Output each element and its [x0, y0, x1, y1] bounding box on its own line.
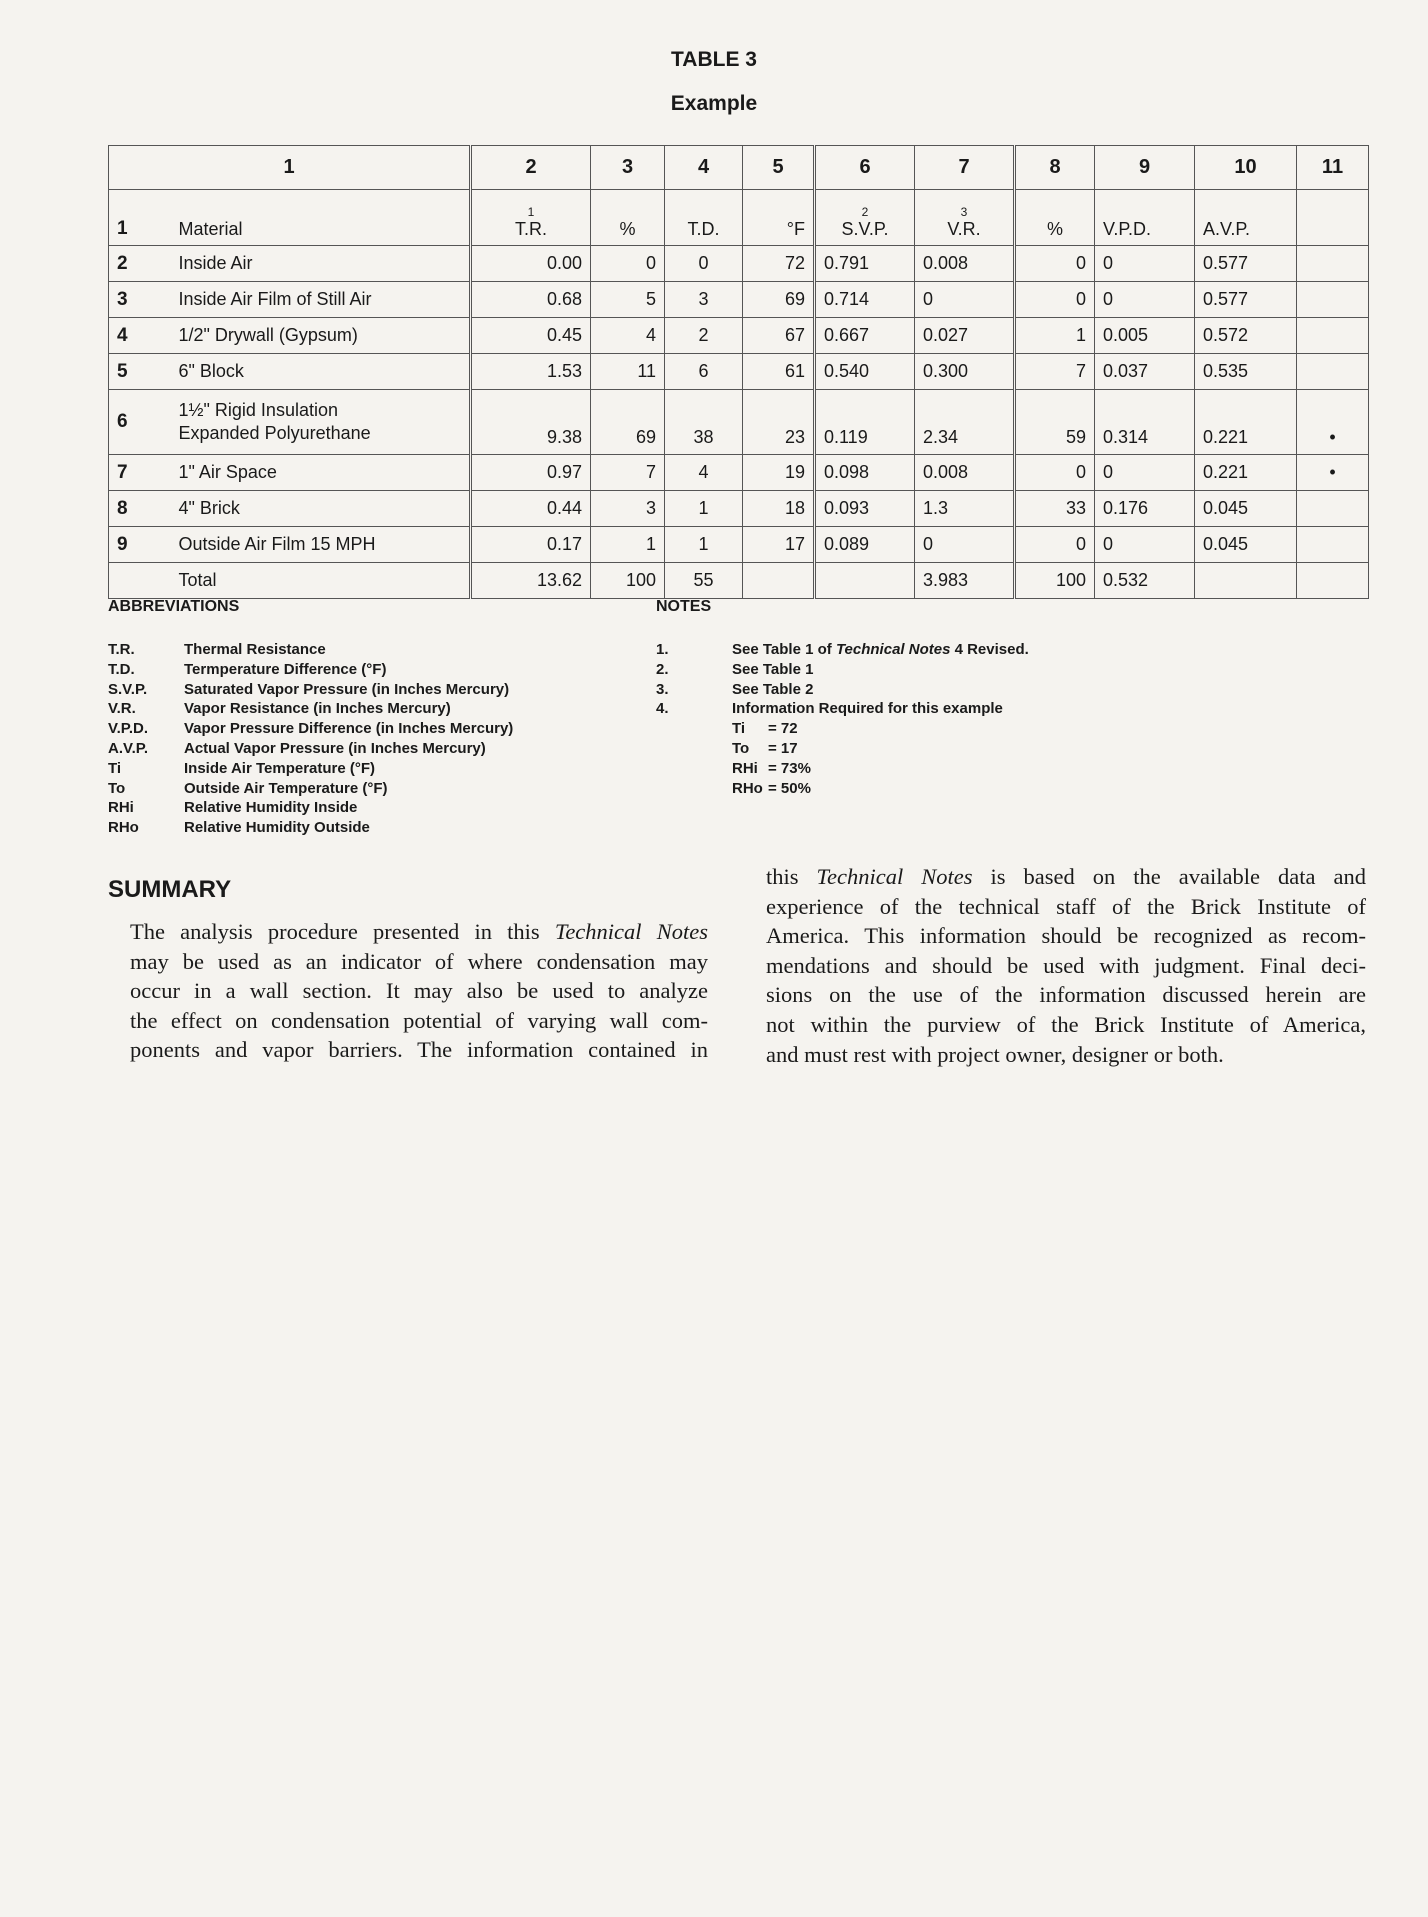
- abbreviation-item: T.R. Thermal Resistance: [108, 641, 326, 658]
- abbreviation-item: RHi Relative Humidity Inside: [108, 799, 358, 817]
- text-line: experience of the technical staff of the Brick Institute of: [766, 893, 1366, 919]
- total-row: [109, 563, 1369, 599]
- cell-vr: 3.983: [915, 563, 1015, 599]
- cell-vr: 0.008: [915, 455, 1015, 491]
- cell-material: 1" Air Space: [171, 455, 471, 491]
- cell-material: 4" Brick: [171, 491, 471, 527]
- cell-n: 3: [109, 282, 171, 318]
- cell-pct1: 3: [591, 491, 665, 527]
- text-line: mendations and should be used with judgment. Final deci-: [766, 952, 1366, 978]
- cell-vpd: 0.037: [1095, 354, 1195, 390]
- cell-c11: [1297, 563, 1369, 599]
- table-row: [109, 282, 1369, 318]
- cell-vpd: 0: [1095, 282, 1195, 318]
- subheader-row: [109, 190, 1369, 246]
- cell-pct1: 11: [591, 354, 665, 390]
- summary-heading: SUMMARY: [108, 876, 232, 903]
- cell-pct2: 0: [1015, 282, 1095, 318]
- cell-tr: 13.62: [471, 563, 591, 599]
- cell-pct2: 1: [1015, 318, 1095, 354]
- cell-td: 1: [665, 527, 743, 563]
- text-line: sions on the use of the information discussed herein are: [766, 982, 1366, 1008]
- cell-c11: [1297, 318, 1369, 354]
- cell-vpd: 0: [1095, 455, 1195, 491]
- summary-right-column: [766, 862, 1366, 1069]
- cell-td: 4: [665, 455, 743, 491]
- cell-material: Inside Air Film of Still Air: [171, 282, 471, 318]
- cell-td: 55: [665, 563, 743, 599]
- cell-avp: 0.535: [1195, 354, 1297, 390]
- note-values: [732, 719, 1029, 798]
- cell-svp: 0.667: [815, 318, 915, 354]
- cell-svp: [815, 563, 915, 599]
- text-line: America. This information should be recognized as recom-: [766, 923, 1366, 949]
- text-line: ponents and vapor barriers. The information contained in: [130, 1037, 708, 1063]
- cell-material: 6" Block: [171, 354, 471, 390]
- cell-td: 6: [665, 354, 743, 390]
- cell-avp: 0.577: [1195, 246, 1297, 282]
- cell-vr: 2.34: [915, 390, 1015, 455]
- cell-vr: 0: [915, 282, 1015, 318]
- note-item: 1. See Table 1 of Technical Notes 4 Revised.: [656, 641, 1029, 658]
- note-value-item: RHo = 50%: [732, 779, 811, 797]
- notes-heading: NOTES: [656, 598, 712, 615]
- column-number-5: 5: [743, 146, 815, 190]
- cell-pct2: 0: [1015, 455, 1095, 491]
- cell-degf: 23: [743, 390, 815, 455]
- cell-vr: 0.008: [915, 246, 1015, 282]
- cell-avp: 0.572: [1195, 318, 1297, 354]
- cell-pct1: 4: [591, 318, 665, 354]
- summary-left-column: [108, 917, 708, 1065]
- text-line: not within the purview of the Brick Institute of America,: [766, 1011, 1366, 1037]
- cell-avp: 0.045: [1195, 527, 1297, 563]
- cell-material: 1/2" Drywall (Gypsum): [171, 318, 471, 354]
- column-number-11: 11: [1297, 146, 1369, 190]
- cell-vr: 0.027: [915, 318, 1015, 354]
- cell-pct2: 0: [1015, 246, 1095, 282]
- abbreviation-item: T.D. Termperature Difference (°F): [108, 660, 387, 678]
- cell-pct1: 100: [591, 563, 665, 599]
- cell-svp: 0.093: [815, 491, 915, 527]
- cell-degf: [743, 563, 815, 599]
- cell-pct1: 7: [591, 455, 665, 491]
- column-number-4: 4: [665, 146, 743, 190]
- cell-pct2: 7: [1015, 354, 1095, 390]
- cell-tr: 1.53: [471, 354, 591, 390]
- text-line: and must rest with project owner, designer or both.: [766, 1041, 1224, 1067]
- abbreviation-item: S.V.P. Saturated Vapor Pressure (in Inches Mercury): [108, 680, 510, 698]
- table-row: [109, 354, 1369, 390]
- cell-td: 3: [665, 282, 743, 318]
- abbreviation-item: A.V.P. Actual Vapor Pressure (in Inches Mercury): [108, 739, 486, 757]
- cell-pct2: 0: [1015, 527, 1095, 563]
- cell-tr: 0.44: [471, 491, 591, 527]
- cell-vpd: 0.532: [1095, 563, 1195, 599]
- note-value-item: Ti = 72: [732, 720, 798, 738]
- cell-c11: [1297, 491, 1369, 527]
- abbreviation-item: V.P.D. Vapor Pressure Difference (in Inches Mercury): [108, 720, 514, 738]
- table-title: TABLE 3: [671, 48, 757, 71]
- cell-tr: 0.17: [471, 527, 591, 563]
- cell-avp: 0.221: [1195, 455, 1297, 491]
- cell-pct1: 69: [591, 390, 665, 455]
- vapor-analysis-table: [108, 145, 1369, 599]
- cell-c11: [1297, 354, 1369, 390]
- table-row: [109, 527, 1369, 563]
- cell-avp: [1195, 563, 1297, 599]
- vpd-header: V.P.D.: [1095, 190, 1195, 246]
- col11-header: [1297, 190, 1369, 246]
- cell-vpd: 0: [1095, 527, 1195, 563]
- table-row: [109, 491, 1369, 527]
- vr-note-ref: 3: [960, 205, 968, 219]
- cell-vpd: 0: [1095, 246, 1195, 282]
- note-item: 2. See Table 1: [656, 660, 814, 678]
- cell-degf: 72: [743, 246, 815, 282]
- cell-n: 6: [109, 390, 171, 455]
- cell-n: 8: [109, 491, 171, 527]
- cell-degf: 19: [743, 455, 815, 491]
- cell-pct1: 1: [591, 527, 665, 563]
- cell-td: 2: [665, 318, 743, 354]
- cell-c11: •: [1297, 455, 1369, 491]
- text-line: occur in a wall section. It may also be used to analyze: [130, 978, 708, 1004]
- column-number-6: 6: [815, 146, 915, 190]
- cell-avp: 0.221: [1195, 390, 1297, 455]
- cell-vr: 1.3: [915, 491, 1015, 527]
- notes-list: [656, 640, 1029, 798]
- cell-c11: [1297, 282, 1369, 318]
- abbreviation-item: Ti Inside Air Temperature (°F): [108, 759, 376, 777]
- column-number-3: 3: [591, 146, 665, 190]
- table-row: [109, 246, 1369, 282]
- cell-degf: 17: [743, 527, 815, 563]
- cell-n: 4: [109, 318, 171, 354]
- cell-c11: [1297, 527, 1369, 563]
- cell-material: Total: [171, 563, 471, 599]
- cell-pct2: 100: [1015, 563, 1095, 599]
- cell-n: 7: [109, 455, 171, 491]
- cell-material: Outside Air Film 15 MPH: [171, 527, 471, 563]
- cell-vpd: 0.314: [1095, 390, 1195, 455]
- abbreviations-list: [108, 640, 513, 838]
- cell-svp: 0.089: [815, 527, 915, 563]
- cell-material: Inside Air: [171, 246, 471, 282]
- column-number-1: 1: [109, 146, 471, 190]
- abbreviation-item: To Outside Air Temperature (°F): [108, 779, 388, 797]
- column-number-row: [109, 146, 1369, 190]
- cell-pct2: 59: [1015, 390, 1095, 455]
- cell-svp: 0.791: [815, 246, 915, 282]
- row-number: 1: [109, 190, 171, 246]
- cell-degf: 67: [743, 318, 815, 354]
- cell-td: 0: [665, 246, 743, 282]
- column-number-7: 7: [915, 146, 1015, 190]
- cell-material: 1½" Rigid Insulation Expanded Polyurethane: [171, 390, 471, 455]
- cell-avp: 0.045: [1195, 491, 1297, 527]
- table-row: [109, 455, 1369, 491]
- cell-tr: 0.00: [471, 246, 591, 282]
- cell-vpd: 0.005: [1095, 318, 1195, 354]
- cell-degf: 18: [743, 491, 815, 527]
- avp-header: A.V.P.: [1195, 190, 1297, 246]
- svp-header: 2 S.V.P.: [815, 190, 915, 246]
- note-value-item: To = 17: [732, 739, 798, 757]
- cell-c11: •: [1297, 390, 1369, 455]
- cell-td: 1: [665, 491, 743, 527]
- abbreviations-heading: ABBREVIATIONS: [108, 598, 240, 615]
- cell-svp: 0.540: [815, 354, 915, 390]
- material-header: Material: [171, 190, 471, 246]
- table-row: [109, 390, 1369, 455]
- pct1-header: %: [591, 190, 665, 246]
- cell-n: 2: [109, 246, 171, 282]
- text-line: may be used as an indicator of where condensation may: [130, 948, 708, 974]
- abbreviation-item: RHo Relative Humidity Outside: [108, 819, 370, 837]
- vr-header: 3 V.R.: [915, 190, 1015, 246]
- cell-n: 9: [109, 527, 171, 563]
- tr-header: 1 T.R.: [471, 190, 591, 246]
- table-row: [109, 318, 1369, 354]
- column-number-8: 8: [1015, 146, 1095, 190]
- column-number-9: 9: [1095, 146, 1195, 190]
- cell-vpd: 0.176: [1095, 491, 1195, 527]
- pct2-header: %: [1015, 190, 1095, 246]
- td-header: T.D.: [665, 190, 743, 246]
- cell-n: 5: [109, 354, 171, 390]
- cell-pct1: 5: [591, 282, 665, 318]
- text-line: the effect on condensation potential of varying wall com-: [130, 1007, 708, 1033]
- cell-tr: 0.68: [471, 282, 591, 318]
- table-subtitle: Example: [670, 92, 758, 115]
- abbreviation-item: V.R. Vapor Resistance (in Inches Mercury): [108, 700, 451, 718]
- cell-tr: 9.38: [471, 390, 591, 455]
- cell-svp: 0.714: [815, 282, 915, 318]
- text-line: this Technical Notes is based on the available data and: [766, 864, 1366, 889]
- cell-svp: 0.098: [815, 455, 915, 491]
- cell-vr: 0.300: [915, 354, 1015, 390]
- cell-c11: [1297, 246, 1369, 282]
- column-number-2: 2: [471, 146, 591, 190]
- degf-header: °F: [743, 190, 815, 246]
- cell-vr: 0: [915, 527, 1015, 563]
- tr-note-ref: 1: [527, 205, 535, 219]
- note-item: 3. See Table 2: [656, 680, 814, 698]
- cell-pct1: 0: [591, 246, 665, 282]
- cell-degf: 69: [743, 282, 815, 318]
- cell-tr: 0.45: [471, 318, 591, 354]
- cell-avp: 0.577: [1195, 282, 1297, 318]
- note-item: 4. Information Required for this example: [656, 700, 1003, 718]
- cell-tr: 0.97: [471, 455, 591, 491]
- text-line: The analysis procedure presented in this Technical Notes: [130, 919, 708, 944]
- column-number-10: 10: [1195, 146, 1297, 190]
- note-value-item: RHi = 73%: [732, 759, 811, 777]
- svp-note-ref: 2: [861, 205, 869, 219]
- cell-td: 38: [665, 390, 743, 455]
- cell-degf: 61: [743, 354, 815, 390]
- cell-n: [109, 563, 171, 599]
- cell-pct2: 33: [1015, 491, 1095, 527]
- cell-svp: 0.119: [815, 390, 915, 455]
